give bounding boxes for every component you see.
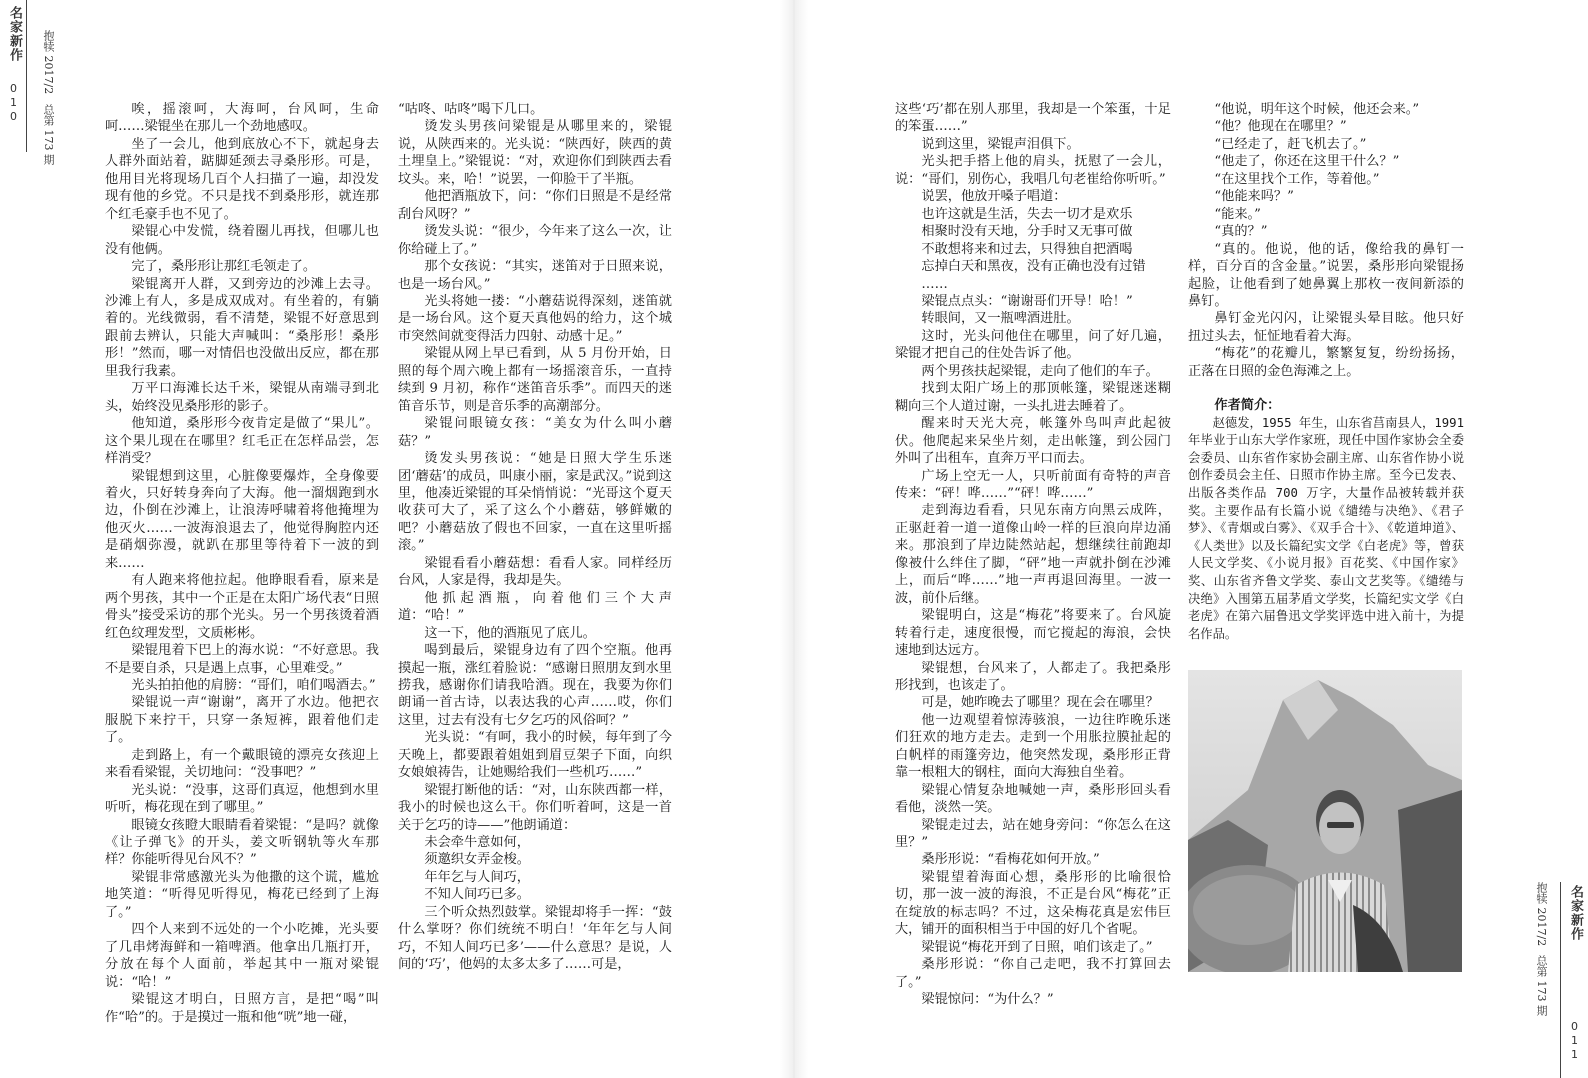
text-column-1	[105, 101, 379, 1026]
paragraph: 梁锟想到这里，心脏像要爆炸，全身像要着火，只好转身奔向了大海。他一溜烟跑到水边，仆倒在沙滩上，让浪涛呼啸着将他掩埋为他灭火……一波海浪退去了，他觉得胸腔内还是硝烟弥漫，就趴在那里等待着下一波的到来……	[105, 468, 379, 571]
paragraph: 光头把手搭上他的肩头，抚慰了一会儿，说：“哥们，别伤心，我唱几句老崔给你听听。”	[895, 154, 1171, 187]
paragraph: 醒来时天光大亮，帐篷外鸟叫声此起彼伏。他爬起来呆坐片刻，走出帐篷，到公园门外叫了出租车，直奔万平口而去。	[895, 416, 1171, 467]
paragraph: 光头将她一搂：“小蘑菇说得深刻，迷笛就是一场台风。这个夏天真他妈的给力，这个城市突然间就变得活力四射、动感十足。”	[398, 293, 672, 344]
paragraph: 梁锟想，台风来了，人都走了。我把桑彤形找到，也该走了。	[895, 660, 1171, 693]
paragraph: 梁锟说“梅花开到了日照，咱们该走了。”	[921, 939, 1153, 955]
author-photo-illustration	[1188, 670, 1462, 972]
paragraph: “真的。他说，他的话，像给我的鼻钉一样，百分百的含金量。”说罢，桑彤形向梁锟扬起脸，让他看到了她鼻翼上那枚一夜间新添的鼻钉。	[1188, 241, 1464, 309]
paragraph: 可是，她昨晚去了哪里？现在会在哪里？	[921, 695, 1159, 711]
paragraph: 完了，桑彤形让那红毛领走了。	[131, 259, 317, 275]
paragraph: 梁锟这才明白，日照方言，是把“喝”叫作“哈”的。于是摸过一瓶和他“咣”地一碰，	[105, 992, 379, 1025]
left-magazine-issue: 抱犊 2017/2	[42, 30, 55, 95]
paragraph: 广场上空无一人，只听前面有奇特的声音传来：“砰！哗……”“砰！哗……”	[895, 468, 1171, 501]
paragraph: 三个听众热烈鼓掌。梁锟却将手一挥：“鼓什么掌呀？你们统统不明白！‘年年乞与人间巧，不知人间巧已多’——什么意思？是说，人间的‘巧’，他妈的太多太多了……可是，	[398, 904, 672, 973]
song-line: ……	[921, 276, 948, 292]
paragraph: 梁锟离开人群，又到旁边的沙滩上去寻。沙滩上有人，多是成双成对。有坐着的，有躺着的。光线微弱，看不清楚，梁锟不好意思到跟前去辨认，只能大声喊叫：“桑彤形！桑彤形！”然而，哪一对情侣也没做出反应，都在那里我行我素。	[105, 276, 379, 379]
right-column-name: 名家新作	[1568, 885, 1583, 941]
paragraph: 转眼间，又一瓶啤酒进肚。	[921, 311, 1080, 327]
paragraph: 梁锟说一声“谢谢”，离开了水边。他把衣服脱下来拧干，只穿一条短裤，跟着他们走了。	[105, 695, 379, 746]
paragraph: 这一下，他的酒瓶见了底儿。	[424, 625, 596, 641]
paragraph: 万平口海滩长达千米，梁锟从南端寻到北头，始终没见桑彤形的影子。	[105, 381, 379, 414]
paragraph: 梁锟打断他的话：“对，山东陕西都一样，我小的时候也这么干。你们听着呵，这是一首关于乞巧的诗——”他朗诵道：	[398, 782, 672, 833]
text-column-2	[398, 101, 672, 974]
paragraph: 他一边观望着惊涛骇浪，一边往昨晚乐迷们狂欢的地方走去。走到一个用胀拉膜扯起的白帆样的雨篷旁边，他突然发现，桑彤形正背靠一根粗大的钢柱，面向大海独自坐着。	[895, 712, 1171, 781]
paragraph: 梁锟非常感激光头为他撒的这个谎，尴尬地笑道：“听得见听得见，梅花已经到了上海了。”	[105, 869, 379, 920]
paragraph: 梁锟心中发慌，绕着圈儿再找，但哪儿也没有他俩。	[105, 224, 379, 257]
paragraph: 说到这里，梁锟声泪俱下。	[921, 136, 1080, 152]
paragraph: “他说，明年这个时候，他还会来。”	[1214, 102, 1420, 117]
paragraph: 两个男孩扶起梁锟，走向了他们的车子。	[921, 363, 1159, 379]
paragraph: “在这里找个工作，等着他。”	[1214, 171, 1380, 187]
paragraph: 梁锟问眼镜女孩：“美女为什么叫小蘑菇？”	[398, 416, 672, 449]
author-bio-text: 赵德发，1955 年生，山东省莒南县人，1991 年毕业于山东大学作家班，现任中国作家协会全委会委员、山东省作家协会副主席、山东省作协小说创作委员会主任、日照市作协主席。至今已发表、出版各类作品 700 万字，大量作品被转载并获奖。主要作品有长篇小说《缱绻与决绝》、《君子梦》、《青烟或白雾》、《双手合十》、《乾道坤道》、《人类世》以及长篇纪实文学《白老虎》等，曾获人民文学奖、《小说月报》百花奖、《中国作家》奖、山东省齐鲁文学奖、泰山文艺奖等。《缱绻与决绝》入围第五届茅盾文学奖，长篇纪实文学《白老虎》在第六届鲁迅文学奖评选中进入前十，为提名作品。	[1188, 415, 1464, 641]
author-bio-title: 作者简介：	[1214, 398, 1281, 414]
paragraph: 梁锟明白，这是“梅花”将要来了。台风旋转着行走，速度很慢，而它搅起的海浪，会快速地到达远方。	[895, 608, 1171, 659]
paragraph: 光头说：“有呵，我小的时候，每年到了今天晚上，都要跟着姐姐到眉豆架子下面，向织女娘娘祷告，让她赐给我们一些机巧……”	[398, 730, 672, 781]
right-page-number: 011	[1568, 1020, 1581, 1062]
paragraph: 这时，光头问他住在哪里，问了好几遍，梁锟才把自己的住处告诉了他。	[895, 328, 1171, 362]
paragraph: 走到路上，有一个戴眼镜的漂亮女孩迎上来看看梁锟，关切地问：“没事吧？”	[105, 747, 379, 781]
paragraph: “咕咚、咕咚”喝下几口。	[398, 102, 544, 117]
page-gutter	[780, 0, 808, 1078]
poem-line: 须邀织女弄金梭。	[424, 852, 530, 868]
paragraph: 桑彤形说：“看梅花如何开放。”	[921, 852, 1100, 868]
song-line: 不敢想将来和过去，只得独自把酒喝	[921, 241, 1133, 257]
right-magazine-issue: 抱犊 2017/2	[1535, 882, 1548, 947]
paragraph: 喝到最后，梁锟身边有了四个空瓶。他再摸起一瓶，涨红着脸说：“感谢日照朋友到水里捞我，感谢你们请我哈酒。现在，我要为你们朗诵一首古诗，以表达我的心声……哎，你们这里，过去有没有七夕乞巧的风俗呵？”	[398, 643, 672, 728]
paragraph: 走到海边看看，只见东南方向黑云成阵，正驱赶着一道一道像山岭一样的巨浪向岸边涌来。那浪到了岸边陡然站起，想继续往前跑却像被什么绊住了脚，“砰”地一声就扑倒在沙滩上，而后“哗……”地一声再退回海里。一波一波，前仆后继。	[895, 503, 1171, 606]
right-issue-total: 总第 173 期	[1535, 955, 1548, 1016]
paragraph: 有人跑来将他拉起。他睁眼看看，原来是两个男孩，其中一个正是在太阳广场代表“日照骨头”接受采访的那个光头。另一个男孩烫着酒红色纹理发型，文质彬彬。	[105, 573, 379, 641]
paragraph: 梁锟点点头：“谢谢哥们开导！哈！”	[921, 293, 1133, 309]
paragraph: 梁锟望着海面心想，桑彤形的比喻很恰切，那一波一波的海浪，不正是台风“梅花”正在绽放的标志吗？不过，这朵梅花真是宏伟巨大，铺开的面积相当于中国的好几个省呢。	[895, 869, 1171, 938]
paragraph: 坐了一会儿，他到底放心不下，就起身去人群外面站着，踮脚延颈去寻桑彤形。可是，他用目光将现场几百个人扫描了一遍，却没发现有他的乡党。不只是找不到桑彤形，就连那个红毛豪手也不见了。	[105, 136, 379, 222]
paragraph: 梁锟心情复杂地喊她一声，桑彤形回头看看他，淡然一笑。	[895, 782, 1171, 816]
paragraph: 光头说：“没事，这哥们真逗，他想到水里听听，梅花现在到了哪里。”	[105, 782, 379, 816]
paragraph: 四个人来到不远处的一个小吃摊，光头要了几串烤海鲜和一箱啤酒。他拿出几瓶打开，分放在每个人面前，举起其中一瓶对梁锟说：“哈！”	[105, 922, 379, 990]
paragraph: 梁锟走过去，站在她身旁问：“你怎么在这里？”	[895, 817, 1171, 851]
song-line: 相聚时没有天地，分手时又无事可做	[921, 224, 1133, 240]
paragraph: “能来。”	[1214, 206, 1261, 222]
author-photo	[1188, 670, 1462, 972]
paragraph: 烫发头男孩问梁锟是从哪里来的，梁锟说，从陕西来的。光头说：“陕西好，陕西的黄土埋皇上。”梁锟说：“对，欢迎你们到陕西去看坟头。来，哈！”说罢，一仰脸干了半瓶。	[398, 119, 672, 187]
paragraph: 他抓起酒瓶，向着他们三个大声道：“哈！”	[398, 590, 672, 624]
paragraph: “已经走了，赶飞机去了。”	[1214, 136, 1367, 152]
paragraph: 唉，摇滚呵，大海呵，台风呵，生命呵……梁锟坐在那儿一个劲地感叹。	[105, 102, 379, 135]
paragraph: 这些‘巧’都在别人那里，我却是一个笨蛋，十足的笨蛋……”	[895, 102, 1171, 135]
left-issue-total: 总第 173 期	[42, 104, 55, 165]
paragraph: 说罢，他放开嗓子唱道：	[921, 189, 1067, 205]
poem-line: 未会牵牛意如何，	[424, 835, 530, 851]
paragraph: 那个女孩说：“其实，迷笛对于日照来说，也是一场台风。”	[398, 259, 672, 292]
paragraph: 烫发头男孩说：“她是日照大学生乐迷团‘蘑菇’的成员，叫康小丽，家是武汉。”说到这里，他凑近梁锟的耳朵悄悄说：“光哥这个夏天收获可大了，采了这么个小蘑菇，够鲜嫩的吧？小蘑菇放了假也不回家，一直在这里听摇滚。”	[398, 451, 672, 554]
paragraph: “他能来吗？”	[1214, 189, 1294, 205]
paragraph: 梁锟惊问：“为什么？”	[921, 992, 1054, 1008]
text-column-4	[1188, 101, 1464, 643]
paragraph: “梅花”的花瓣儿，繁繁复复，纷纷扬扬，正落在日照的金色海滩之上。	[1188, 346, 1464, 379]
left-page-number: 010	[7, 82, 20, 124]
paragraph: 烫发头说：“很少，今年来了这么一次，让你给碰上了。”	[398, 224, 672, 257]
paragraph: 光头拍拍他的肩膀：“哥们，咱们喝酒去。”	[131, 677, 376, 693]
paragraph: 眼镜女孩瞪大眼睛看着梁锟：“是吗？就像《让子弹飞》的开头，姜文听钢轨等火车那样？你能听得见台风不？”	[105, 817, 379, 868]
left-column-name: 名家新作	[7, 6, 22, 62]
poem-line: 年年乞与人间巧，	[424, 869, 530, 885]
song-line: 也许这就是生活，失去一切才是欢乐	[921, 206, 1133, 222]
paragraph: 梁锟甩着下巴上的海水说：“不好意思。我不是要自杀，只是遇上点事，心里难受。”	[105, 643, 379, 676]
paragraph: 梁锟从网上早已看到，从 5 月份开始，日照的每个周六晚上都有一场摇滚音乐，一直持续到 9 月初，称作“迷笛音乐季”。而四天的迷笛音乐节，则是音乐季的高潮部分。	[398, 346, 672, 414]
song-line: 忘掉白天和黑夜，没有正确也没有过错	[921, 259, 1146, 275]
paragraph: 他把酒瓶放下，问：“你们日照是不是经常刮台风呀？”	[398, 189, 672, 222]
paragraph: 鼻钉金光闪闪，让梁锟头晕目眩。他只好扭过头去，怔怔地看着大海。	[1188, 311, 1464, 344]
paragraph: 梁锟看看小蘑菇想：看看人家。同样经历台风，人家是得，我却是失。	[398, 555, 672, 589]
paragraph: 桑彤形说：“你自己走吧，我不打算回去了。”	[895, 957, 1171, 990]
poem-line: 不知人间巧已多。	[424, 887, 530, 903]
text-column-3	[895, 101, 1171, 1009]
paragraph: 他知道，桑彤形今夜肯定是做了“果儿”。这个果儿现在在哪里？红毛正在怎样品尝，怎样消受？	[105, 416, 379, 467]
paragraph: “真的？”	[1214, 224, 1268, 240]
paragraph: 找到太阳广场上的那顶帐篷，梁锟迷迷糊糊向三个人道过谢，一头扎进去睡着了。	[895, 381, 1171, 414]
paragraph: “他？他现在在哪里？”	[1214, 119, 1347, 135]
paragraph: “他走了，你还在这里干什么？”	[1214, 154, 1400, 170]
